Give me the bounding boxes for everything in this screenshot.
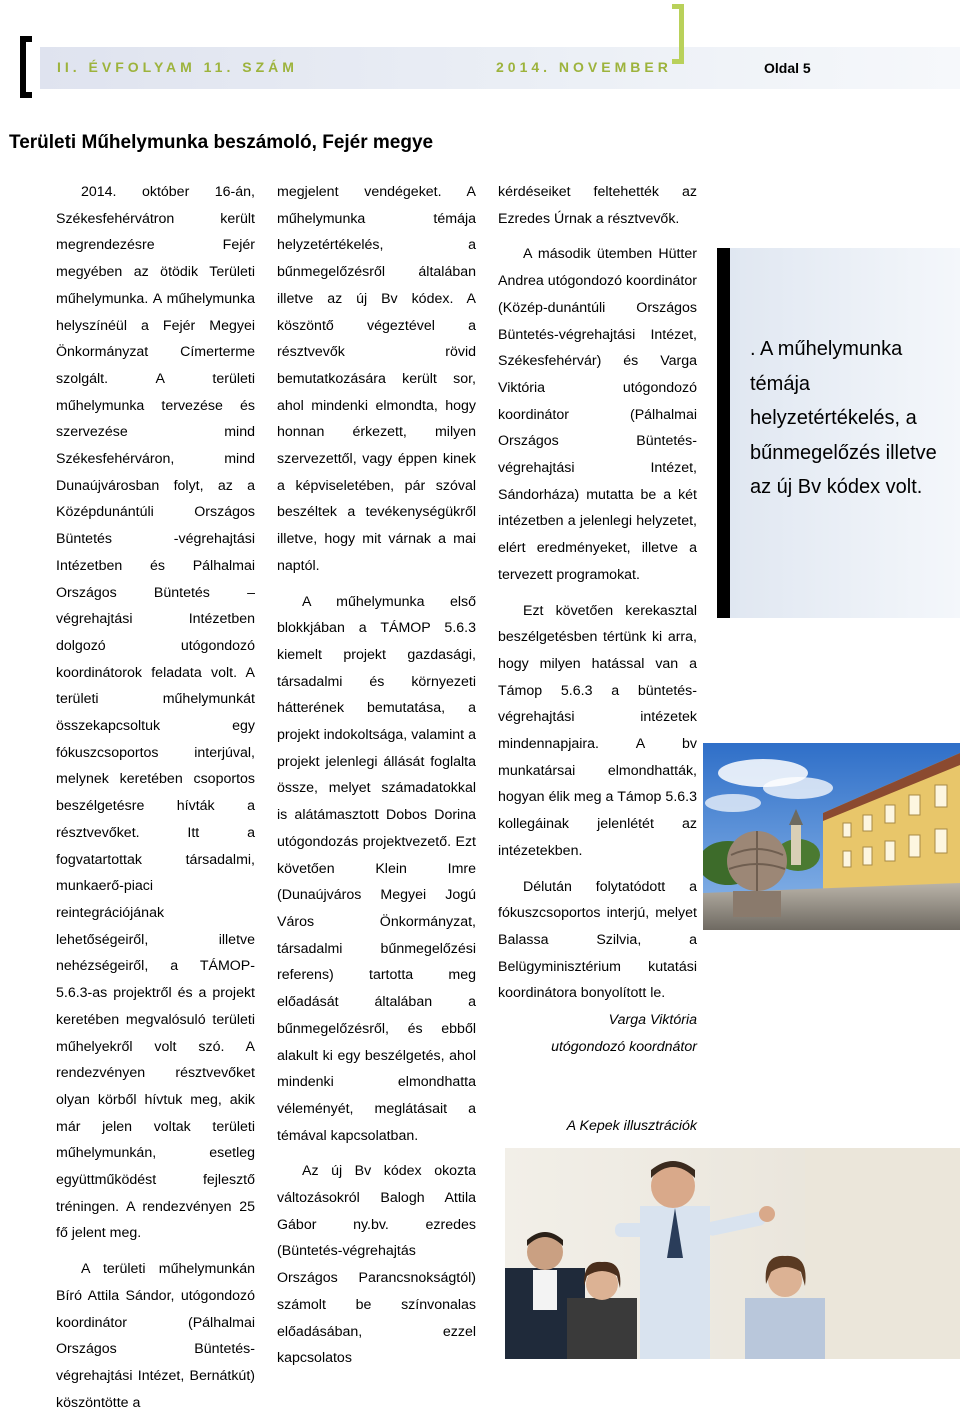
paragraph: Délután folytatódott a fókuszcsoportos interjú, melyet Balassa Szilvia, a Belügyminisztérium kutatási koordinátora bonyolított le. — [498, 878, 697, 1002]
signature-role: utógondozó koordnátor — [551, 1038, 697, 1055]
town-square-photo — [703, 743, 960, 930]
paragraph: A műhelymunka első blokkjában a TÁMOP 5.6.3 kiemelt projekt gazdasági, társadalmi és környezeti hátterének bemutatása, a projekt indokoltsága, valamint a projekt jelenlegi állását foglalta össze, melyet számadatokkal is alátámasztott Dobos Dorina utógondozás projektvezető. Ezt követően Klein Imre (Dunaújváros Megyei Jogú Város Önkormányzat, társadalmi bűnmegelőzési referens) tartotta meg előadását általában a bűnmegelőzésről, és ebből alakult ki egy beszélgetés, ahol mindenki elmondhatta véleményét, meglátásait a témával kapcsolatban. — [277, 593, 476, 1144]
paragraph: megjelent vendégeket. A műhelymunka témája helyzetértékelés, a bűnmegelőzésről általában illetve az új Bv kódex. A köszöntő végeztével a résztvevők rövid bemutatkozására került sor, ahol mindenki elmondta, hogy honnan érkezett, milyen szervezettől, vagy éppen kinek a képviseletében, pár szóval beszéltek a tevékenységükről illetve, hogy mit várnak a mai naptól. — [277, 184, 476, 574]
paragraph: A területi műhelymunkán Bíró Attila Sándor, utógondozó koordinátor (Pálhalmai Országos Büntetés-végrehajtási Intézet, Bernátkút) köszöntötte a — [56, 1261, 255, 1411]
pullquote-bar — [717, 248, 730, 618]
signature-name: Varga Viktória — [608, 1012, 697, 1029]
issue-label: II. ÉVFOLYAM 11. SZÁM — [57, 59, 298, 75]
paragraph: 2014. október 16-án, Székesfehérvátron került megrendezésre Fejér megyében az ötödik Területi műhelymunka. A műhelymunka helyszínéül a Fejér Megyei Önkormányzat Címerterme szolgált. A területi műhelymunka tervezése és szervezése mind Székesfehérváron, mind Dunaújvárosban folyt, az a Középdunántúli Országos Büntetés -végrehajtási Intézetben és Pálhalmai Országos Büntetés – végrehajtási Intézetben dolgozó utógondozó koordinátorok feladata volt. A területi műhelymunkát összekapcsoltuk egy fókuszcsoportos interjúval, melynek keretében csoportos beszélgetésre hívták a résztvevőket. Itt a fogvatartottak társadalmi, munkaerő-piaci reintegrációjának lehetőségeiről, illetve nehézségeiről, a TÁMOP-5.6.3-as projektről és a projekt keretében megvalósuló területi műhelyekről volt szó. A rendezvényen résztvevőket olyan körből hívtuk meg, akik már jelen voltak területi műhelymunkán, esetleg együttműködést fejlesztő tréningen. A rendezvényen 25 fő jelent meg. — [56, 184, 255, 1242]
article-title: Területi Műhelymunka beszámoló, Fejér megye — [9, 132, 434, 153]
pullquote-text: . A műhelymunka témája helyzetértékelés, a bűnmegelőzés illetve az új Bv kódex volt. — [750, 338, 937, 499]
paragraph: kérdéseiket feltehették az Ezredes Úrnak a résztvevők. — [498, 184, 697, 227]
meeting-photo — [505, 1148, 960, 1359]
paragraph: Az új Bv kódex okozta változásokról Balogh Attila Gábor ny.bv. ezredes (Büntetés-végrehajtás Országos Parancsnokságtól) számolt be színvonalas előadásában, ezzel kapcsolatos — [277, 1163, 476, 1367]
photo-caption: A Kepek illusztrációk — [566, 1118, 697, 1134]
article-column-2 — [277, 179, 476, 1372]
page-number: Oldal 5 — [764, 60, 811, 76]
article-column-3 — [498, 179, 697, 1061]
header-bracket-left — [20, 36, 32, 98]
issue-date: 2014. NOVEMBER — [496, 59, 672, 75]
paragraph: Ezt követően kerekasztal beszélgetésben tértünk ki arra, hogy milyen hatással van a Támop 5.6.3 a büntetés-végrehajtási intézetek mindennapjaira. A bv munkatársai elmondhatták, hogyan élik meg a Támop 5.6.3 kollegáinak jelenlétét az intézetekben. — [498, 602, 697, 859]
article-column-1 — [56, 179, 255, 1416]
paragraph: A második ütemben Hütter Andrea utógondozó koordinátor (Közép-dunántúli Országos Büntetés-végrehajtási Intézet, Székesfehérvár) és Varga Viktória utógondozó koordinátor (Pálhalmai Országos Büntetés-végrehajtási Intézet, Sándorháza) mutatta be a két intézetben a jelenlegi helyzetet, elért eredményeket, illetve a tervezett programokat. — [498, 246, 697, 583]
header-bracket-right — [672, 4, 684, 64]
